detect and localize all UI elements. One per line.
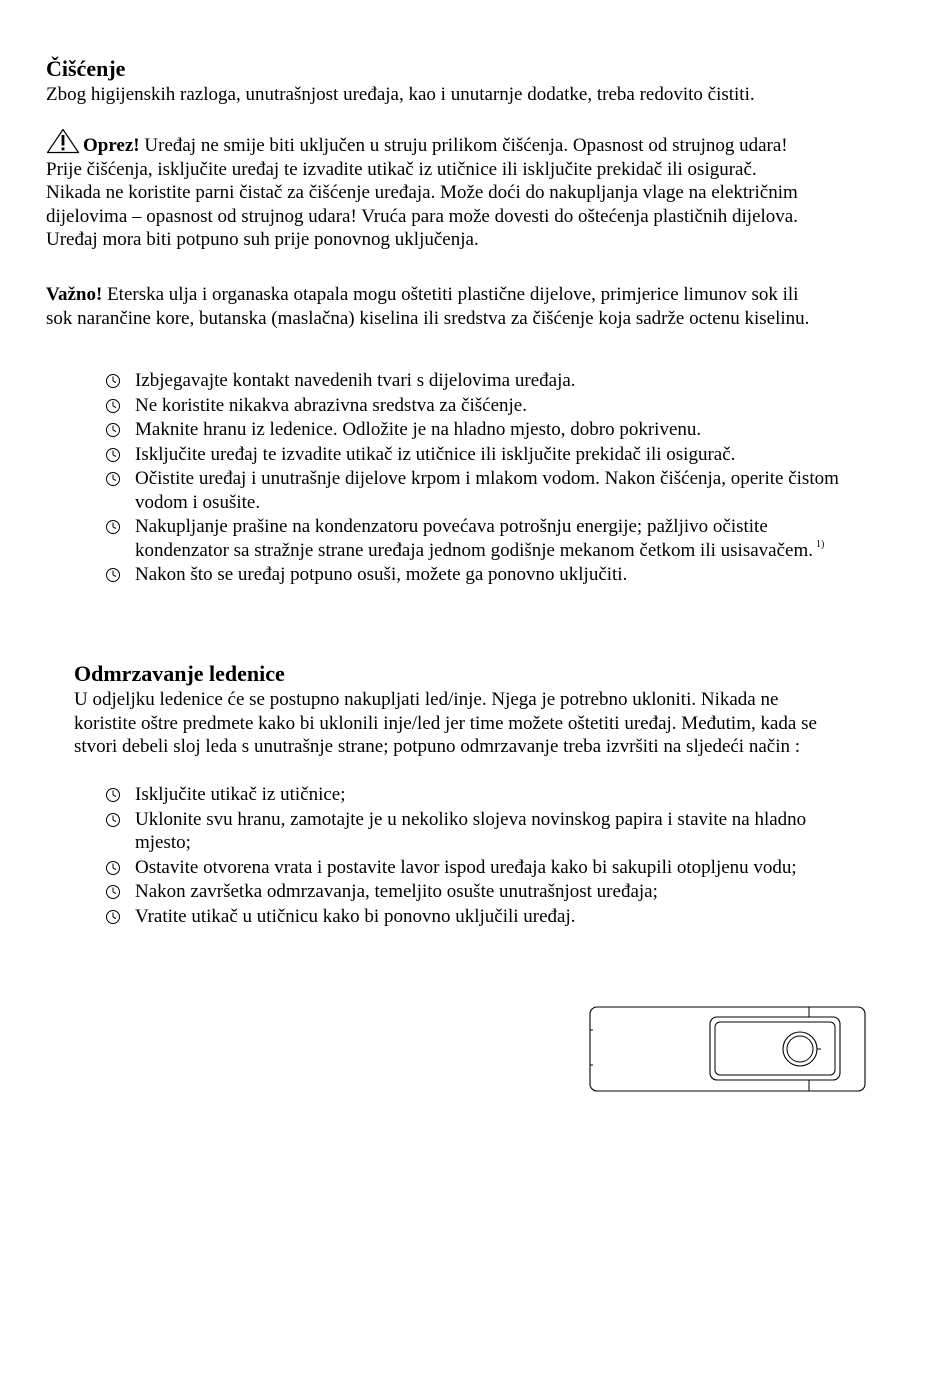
list-item (105, 467, 840, 514)
clock-bullet-icon (105, 471, 121, 487)
list-item-text: Izbjegavajte kontakt navedenih tvari s dijelovima uređaja. (135, 370, 576, 391)
important-text: Eterska ulja i organaska otapala mogu oštetiti plastične dijelove, primjerice limunov sok ili sok narančine kore, butanska (maslačna) kiselina ili sredstva za čišćenje koja sadrže octenu kiselinu. (46, 284, 810, 329)
defrost-intro: U odjeljku ledenice će se postupno nakupljati led/inje. Njega je potrebno ukloniti. Nikada ne koristite oštre predmete kako bi uklonili inje/led jer time možete oštetiti uređaj. Međutim, kada se stvori debeli sloj leda s unutrašnje strane; potpuno odmrzavanje treba izvršiti na sljedeći način : (74, 689, 817, 757)
list-item-text: Maknite hranu iz ledenice. Odložite je na hladno mjesto, dobro pokrivenu. (135, 419, 702, 440)
clock-bullet-icon (105, 787, 121, 803)
clock-bullet-icon (105, 884, 121, 900)
clock-bullet-icon (105, 373, 121, 389)
list-item (105, 515, 840, 562)
list-item (105, 856, 840, 880)
important-paragraph (46, 283, 816, 330)
list-item-text: Nakupljanje prašine na kondenzatoru povećava potrošnju energije; pažljivo očistite kondenzator sa stražnje strane uređaja jednom godišnje mekanom četkom ili usisavačem. (135, 516, 813, 561)
list-item (105, 905, 840, 929)
warning-label: Oprez! (83, 135, 140, 156)
list-item (105, 418, 840, 442)
list-item-text: Očistite uređaj i unutrašnje dijelove krpom i mlakom vodom. Nakon čišćenja, operite čistom vodom i osušite. (135, 468, 839, 513)
list-item (105, 783, 840, 807)
section-title-defrost: Odmrzavanje ledenice (74, 661, 285, 686)
warning-paragraph (46, 128, 816, 252)
list-item-text: Vratite utikač u utičnicu kako bi ponovno uključili uređaj. (135, 905, 576, 927)
clock-bullet-icon (105, 909, 121, 925)
clock-bullet-icon (105, 567, 121, 583)
list-item-text: Nakon što se uređaj potpuno osuši, možete ga ponovno uključiti. (135, 564, 628, 585)
list-item (105, 394, 840, 418)
list-item (105, 808, 840, 855)
clock-bullet-icon (105, 519, 121, 535)
list-item (105, 880, 840, 904)
list-item (105, 369, 840, 393)
list-item-text: Isključite uređaj te izvadite utikač iz utičnice ili isključite prekidač ili osigurač. (135, 443, 736, 465)
list-item (105, 563, 840, 587)
clock-bullet-icon (105, 860, 121, 876)
footnote-marker: 1) (815, 538, 825, 550)
clock-bullet-icon (105, 447, 121, 463)
warning-triangle-icon (46, 128, 80, 154)
cleaning-intro: Zbog higijenskih razloga, unutrašnjost uređaja, kao i unutarnje dodatke, treba redovito čistiti. (46, 84, 755, 105)
important-label: Važno! (46, 284, 103, 305)
defrost-steps-list (105, 783, 840, 929)
list-item-text: Ne koristite nikakva abrazivna sredstva za čišćenje. (135, 394, 527, 416)
list-item (105, 443, 840, 467)
list-item-text: Ostavite otvorena vrata i postavite lavor ispod uređaja kako bi sakupili otopljenu vodu; (135, 856, 797, 878)
clock-bullet-icon (105, 398, 121, 414)
list-item-text: Isključite utikač iz utičnice; (135, 784, 346, 805)
thermostat-control-illustration (585, 1004, 869, 1096)
section-title-cleaning: Čišćenje (46, 56, 126, 81)
list-item-text: Uklonite svu hranu, zamotajte je u nekoliko slojeva novinskog papira i stavite na hladno mjesto; (135, 808, 807, 853)
clock-bullet-icon (105, 812, 121, 828)
list-item-text: Nakon završetka odmrzavanja, temeljito osušte unutrašnjost uređaja; (135, 881, 658, 902)
warning-text: Uređaj ne smije biti uključen u struju prilikom čišćenja. Opasnost od strujnog udara! Prije čišćenja, isključite uređaj te izvadite utikač iz utičnice ili isključite prekidač ili osigurač. Nikada ne koristite parni čistač za čišćenje uređaja. Može doći do nakupljanja vlage na električnim dijelovima – opasnost od strujnog udara! Vruća para može dovesti do oštećenja plastičnih dijelova. Uređaj mora biti potpuno suh prije ponovnog uključenja. (46, 135, 798, 250)
clock-bullet-icon (105, 422, 121, 438)
cleaning-steps-list (105, 369, 840, 588)
